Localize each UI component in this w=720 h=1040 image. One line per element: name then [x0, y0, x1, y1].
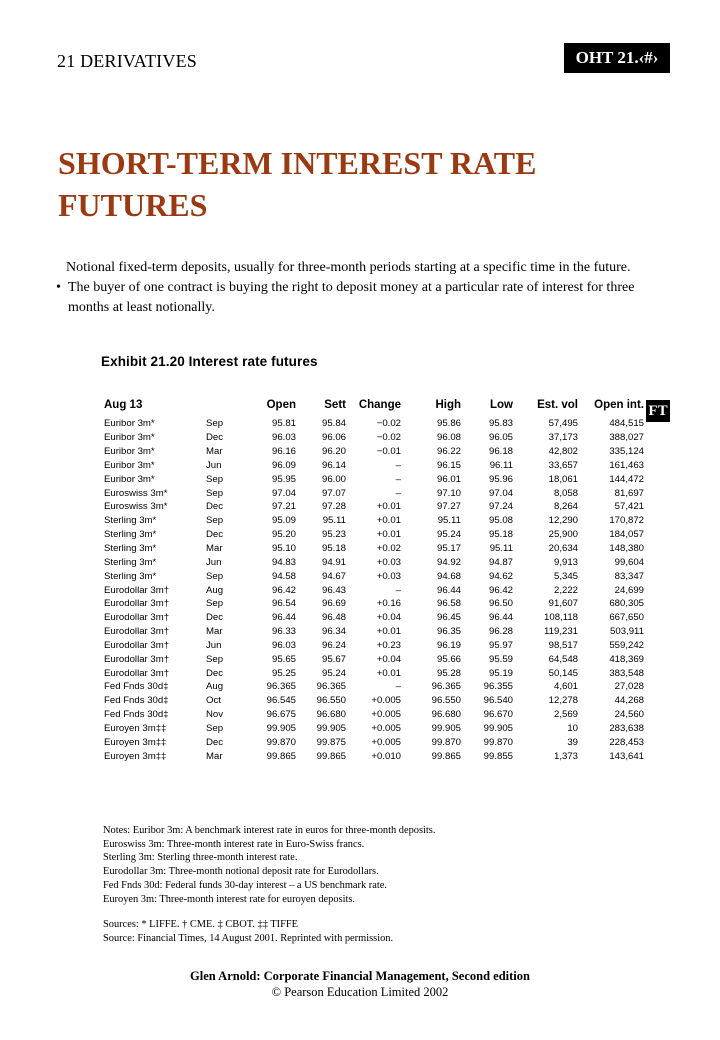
- cell-open-int: 170,872: [609, 515, 644, 527]
- col-header-open-int: Open int.: [594, 399, 644, 411]
- cell-low: 99.905: [483, 722, 513, 734]
- cell-open: 96.03: [271, 639, 296, 651]
- table-row: [98, 625, 644, 639]
- cell-change: –: [395, 487, 401, 499]
- col-header-month: [206, 398, 250, 417]
- table-row: [98, 528, 644, 542]
- table-row: [98, 583, 644, 597]
- chapter-heading: 21 DERIVATIVES: [57, 51, 197, 71]
- cell-low: 96.355: [483, 681, 513, 693]
- footer: [0, 968, 720, 1000]
- cell-month: Jun: [206, 459, 222, 471]
- cell-change: –: [395, 584, 401, 596]
- cell-change: +0.03: [376, 556, 401, 568]
- cell-open-int: 388,027: [609, 432, 644, 444]
- cell-open-int: 27,028: [614, 681, 644, 693]
- cell-low: 96.11: [489, 459, 513, 471]
- cell-low: 94.62: [488, 570, 513, 582]
- exhibit-notes: [103, 824, 663, 906]
- cell-open-int: 24,699: [614, 584, 644, 596]
- cell-open: 99.865: [266, 750, 296, 762]
- note-line: Euroswiss 3m: Three-month interest rate in Euro-Swiss francs.: [103, 838, 365, 850]
- cell-est-vol: 57,495: [548, 418, 578, 430]
- cell-change: –: [395, 681, 401, 693]
- cell-month: Jun: [206, 556, 222, 568]
- ft-logo-badge: FT: [646, 400, 670, 422]
- col-header-contract: Aug 13: [104, 399, 143, 411]
- cell-change: +0.04: [376, 653, 401, 665]
- cell-contract: Eurodollar 3m†: [104, 667, 170, 679]
- table-row: [98, 417, 644, 431]
- cell-high: 97.27: [436, 501, 461, 513]
- cell-contract: Fed Fnds 30d‡: [104, 695, 169, 707]
- cell-est-vol: 25,900: [548, 529, 578, 541]
- cell-open: 96.44: [271, 612, 296, 624]
- cell-open-int: 161,463: [609, 459, 644, 471]
- exhibit-title-block: [98, 354, 678, 369]
- cell-high: 95.86: [436, 418, 461, 430]
- cell-contract: Eurodollar 3m†: [104, 612, 170, 624]
- cell-change: +0.16: [376, 598, 401, 610]
- cell-month: Sep: [206, 515, 224, 527]
- cell-open-int: 57,421: [614, 501, 644, 513]
- table-row: [98, 486, 644, 500]
- cell-open: 96.54: [271, 598, 296, 610]
- cell-contract: Sterling 3m*: [104, 515, 157, 527]
- cell-sett: 99.905: [316, 722, 346, 734]
- cell-sett: 96.43: [321, 584, 346, 596]
- bullet-item: [56, 278, 666, 318]
- cell-low: 96.44: [488, 612, 513, 624]
- cell-est-vol: 50,145: [548, 667, 578, 679]
- cell-sett: 96.00: [321, 473, 346, 485]
- cell-month: Dec: [206, 529, 224, 541]
- cell-month: Dec: [206, 736, 224, 748]
- cell-low: 97.04: [488, 487, 513, 499]
- cell-sett: 95.23: [321, 529, 346, 541]
- cell-est-vol: 91,607: [548, 598, 578, 610]
- cell-month: Sep: [206, 598, 224, 610]
- cell-change: –: [395, 473, 401, 485]
- cell-high: 94.92: [436, 556, 461, 568]
- cell-open: 96.03: [271, 432, 296, 444]
- cell-change: +0.04: [376, 612, 401, 624]
- cell-open: 97.04: [271, 487, 296, 499]
- cell-month: Dec: [206, 432, 224, 444]
- cell-open-int: 143,641: [609, 750, 644, 762]
- cell-sett: 96.14: [321, 459, 346, 471]
- cell-low: 96.540: [483, 695, 513, 707]
- cell-open-int: 667,650: [609, 612, 644, 624]
- cell-change: +0.01: [376, 501, 401, 513]
- cell-high: 95.24: [436, 529, 461, 541]
- table-row: [98, 500, 644, 514]
- cell-est-vol: 39: [567, 736, 578, 748]
- page-title: SHORT-TERM INTEREST RATE FUTURES: [58, 145, 537, 223]
- cell-month: Sep: [206, 418, 224, 430]
- cell-low: 96.50: [488, 598, 513, 610]
- cell-open: 94.83: [271, 556, 296, 568]
- cell-est-vol: 108,118: [544, 612, 578, 624]
- cell-month: Mar: [206, 446, 223, 458]
- note-line: Notes: Euribor 3m: A benchmark interest rate in euros for three-month deposits.: [103, 825, 436, 836]
- cell-high: 96.550: [431, 695, 461, 707]
- cell-contract: Euribor 3m*: [104, 473, 155, 485]
- cell-est-vol: 8,264: [553, 501, 578, 513]
- cell-contract: Eurodollar 3m†: [104, 584, 170, 596]
- cell-high: 96.15: [436, 459, 461, 471]
- cell-sett: 96.69: [321, 598, 346, 610]
- table-row: [98, 555, 644, 569]
- col-header-change: Change: [358, 399, 401, 411]
- bullet-text: The buyer of one contract is buying the right to deposit money at a particular rate of interest for three months at least notionally.: [68, 280, 635, 315]
- cell-high: 99.870: [431, 736, 461, 748]
- cell-sett: 97.28: [321, 501, 346, 513]
- cell-est-vol: 4,601: [553, 681, 578, 693]
- cell-high: 96.365: [431, 681, 461, 693]
- cell-open: 95.81: [271, 418, 296, 430]
- note-line: Euroyen 3m: Three-month interest rate for euroyen deposits.: [103, 893, 355, 905]
- cell-open: 96.675: [266, 709, 296, 721]
- cell-sett: 96.34: [321, 626, 346, 638]
- cell-high: 96.58: [436, 598, 461, 610]
- cell-est-vol: 9,913: [553, 556, 578, 568]
- table-row: [98, 431, 644, 445]
- table-row: [98, 708, 644, 722]
- cell-sett: 96.20: [321, 446, 346, 458]
- cell-month: Dec: [206, 667, 224, 679]
- cell-high: 95.28: [436, 667, 461, 679]
- footer-copyright: © Pearson Education Limited 2002: [271, 985, 449, 999]
- col-header-low: Low: [490, 399, 513, 411]
- cell-change: +0.01: [376, 529, 401, 541]
- cell-contract: Fed Fnds 30d‡: [104, 681, 169, 693]
- cell-month: Mar: [206, 543, 223, 555]
- cell-high: 96.44: [436, 584, 461, 596]
- cell-open: 99.905: [266, 722, 296, 734]
- cell-month: Dec: [206, 501, 224, 513]
- futures-table: [98, 398, 644, 763]
- cell-change: +0.010: [371, 750, 401, 762]
- cell-contract: Euribor 3m*: [104, 432, 155, 444]
- cell-low: 94.87: [488, 556, 513, 568]
- cell-high: 95.17: [436, 543, 461, 555]
- cell-sett: 95.67: [321, 653, 346, 665]
- cell-est-vol: 33,657: [548, 459, 578, 471]
- cell-contract: Euribor 3m*: [104, 446, 155, 458]
- cell-open-int: 383,548: [609, 667, 644, 679]
- cell-low: 95.11: [489, 543, 513, 555]
- cell-change: +0.005: [371, 736, 401, 748]
- cell-contract: Euribor 3m*: [104, 418, 155, 430]
- col-header-high: High: [435, 399, 461, 411]
- table-row: [98, 639, 644, 653]
- table-row: [98, 597, 644, 611]
- cell-low: 96.28: [488, 626, 513, 638]
- cell-high: 96.01: [436, 473, 461, 485]
- cell-contract: Sterling 3m*: [104, 556, 157, 568]
- cell-change: +0.005: [371, 709, 401, 721]
- cell-high: 95.11: [437, 515, 461, 527]
- cell-est-vol: 2,569: [553, 709, 578, 721]
- bullet-mark: •: [56, 280, 61, 295]
- cell-month: Oct: [206, 695, 221, 707]
- cell-change: +0.005: [371, 722, 401, 734]
- cell-sett: 95.11: [322, 515, 346, 527]
- cell-open: 94.58: [271, 570, 296, 582]
- cell-low: 99.870: [483, 736, 513, 748]
- cell-sett: 95.18: [321, 543, 346, 555]
- cell-contract: Euroyen 3m‡‡: [104, 736, 167, 748]
- table-row: [98, 652, 644, 666]
- cell-contract: Eurodollar 3m†: [104, 653, 170, 665]
- cell-high: 96.35: [436, 626, 461, 638]
- cell-open: 95.09: [271, 515, 296, 527]
- cell-month: Sep: [206, 473, 224, 485]
- table-row: [98, 680, 644, 694]
- cell-change: +0.03: [376, 570, 401, 582]
- cell-sett: 96.550: [316, 695, 346, 707]
- cell-est-vol: 2,222: [553, 584, 578, 596]
- cell-contract: Euroswiss 3m*: [104, 487, 168, 499]
- cell-change: +0.01: [376, 626, 401, 638]
- cell-month: Aug: [206, 584, 224, 596]
- cell-open-int: 83,347: [614, 570, 644, 582]
- cell-month: Sep: [206, 653, 224, 665]
- cell-month: Mar: [206, 626, 223, 638]
- cell-open: 96.42: [271, 584, 296, 596]
- cell-contract: Sterling 3m*: [104, 529, 157, 541]
- cell-low: 99.855: [483, 750, 513, 762]
- cell-month: Sep: [206, 487, 224, 499]
- cell-contract: Fed Fnds 30d‡: [104, 709, 169, 721]
- cell-est-vol: 42,802: [548, 446, 578, 458]
- cell-open-int: 144,472: [609, 473, 644, 485]
- cell-contract: Eurodollar 3m†: [104, 626, 170, 638]
- cell-month: Sep: [206, 570, 224, 582]
- cell-sett: 95.24: [321, 667, 346, 679]
- cell-open-int: 24,560: [614, 709, 644, 721]
- cell-contract: Euroswiss 3m*: [104, 501, 168, 513]
- cell-change: +0.01: [376, 667, 401, 679]
- cell-change: +0.01: [376, 515, 401, 527]
- cell-sett: 94.67: [321, 570, 346, 582]
- source-line: Source: Financial Times, 14 August 2001. Reprinted with permission.: [103, 932, 394, 944]
- cell-contract: Euroyen 3m‡‡: [104, 722, 167, 734]
- cell-open-int: 228,453: [609, 736, 644, 748]
- cell-open: 96.545: [266, 695, 296, 707]
- cell-open: 97.21: [271, 501, 296, 513]
- cell-open-int: 559,242: [609, 639, 644, 651]
- cell-sett: 96.06: [321, 432, 346, 444]
- cell-month: Aug: [206, 681, 224, 693]
- cell-open: 96.365: [266, 681, 296, 693]
- bullet-list: [56, 258, 666, 318]
- cell-change: +0.005: [371, 695, 401, 707]
- table-row: [98, 542, 644, 556]
- cell-open-int: 81,697: [614, 487, 644, 499]
- table-row: [98, 514, 644, 528]
- cell-est-vol: 64,548: [548, 653, 578, 665]
- cell-low: 95.08: [488, 515, 513, 527]
- table-row: [98, 749, 644, 763]
- cell-month: Nov: [206, 709, 224, 721]
- cell-sett: 99.875: [316, 736, 346, 748]
- cell-low: 95.59: [488, 653, 513, 665]
- cell-month: Jun: [206, 639, 222, 651]
- bullet-item: [56, 258, 666, 278]
- table-row: [98, 569, 644, 583]
- table-row: [98, 735, 644, 749]
- cell-open-int: 184,057: [609, 529, 644, 541]
- cell-low: 95.83: [488, 418, 513, 430]
- cell-low: 95.18: [488, 529, 513, 541]
- table-row: [98, 666, 644, 680]
- cell-est-vol: 12,278: [548, 695, 578, 707]
- cell-open-int: 99,604: [614, 556, 644, 568]
- cell-open: 96.09: [271, 459, 296, 471]
- cell-low: 97.24: [488, 501, 513, 513]
- cell-sett: 96.48: [321, 612, 346, 624]
- cell-high: 96.08: [436, 432, 461, 444]
- cell-est-vol: 5,345: [553, 570, 578, 582]
- cell-sett: 95.84: [321, 418, 346, 430]
- col-header-est-vol: Est. vol: [537, 399, 578, 411]
- cell-open-int: 680,305: [609, 598, 644, 610]
- cell-low: 96.670: [483, 709, 513, 721]
- table-row: [98, 459, 644, 473]
- cell-high: 96.22: [436, 446, 461, 458]
- cell-open: 96.16: [271, 446, 296, 458]
- cell-sett: 94.91: [321, 556, 346, 568]
- cell-open: 95.25: [271, 667, 296, 679]
- footer-book-title: Glen Arnold: Corporate Financial Management, Second edition: [190, 969, 530, 983]
- cell-low: 95.19: [488, 667, 513, 679]
- cell-open-int: 484,515: [609, 418, 644, 430]
- cell-open-int: 44,268: [614, 695, 644, 707]
- cell-high: 95.66: [436, 653, 461, 665]
- note-line: Sterling 3m: Sterling three-month interest rate.: [103, 852, 298, 864]
- cell-open: 99.870: [266, 736, 296, 748]
- table-row: [98, 694, 644, 708]
- cell-sett: 96.24: [321, 639, 346, 651]
- cell-change: –: [395, 459, 401, 471]
- cell-est-vol: 37,173: [548, 432, 578, 444]
- cell-sett: 96.365: [316, 681, 346, 693]
- col-header-sett: Sett: [324, 399, 346, 411]
- cell-open: 95.20: [271, 529, 296, 541]
- cell-open: 95.65: [271, 653, 296, 665]
- cell-high: 96.19: [436, 639, 461, 651]
- cell-contract: Euribor 3m*: [104, 459, 155, 471]
- cell-change: −0.01: [376, 446, 401, 458]
- bullet-text: Notional fixed-term deposits, usually for three-month periods starting at a specific time in the future.: [66, 260, 631, 275]
- cell-est-vol: 119,231: [544, 626, 578, 638]
- table-body: [98, 417, 644, 763]
- cell-open-int: 283,638: [609, 722, 644, 734]
- cell-open-int: 503,911: [610, 626, 644, 638]
- cell-change: +0.02: [376, 543, 401, 555]
- cell-low: 96.42: [488, 584, 513, 596]
- cell-est-vol: 18,061: [548, 473, 578, 485]
- cell-month: Dec: [206, 612, 224, 624]
- cell-month: Sep: [206, 722, 224, 734]
- cell-month: Mar: [206, 750, 223, 762]
- cell-low: 95.97: [488, 639, 513, 651]
- cell-high: 96.680: [431, 709, 461, 721]
- cell-change: −0.02: [376, 432, 401, 444]
- cell-change: −0.02: [376, 418, 401, 430]
- exhibit-title: Exhibit 21.20 Interest rate futures: [101, 354, 318, 369]
- table-row: [98, 445, 644, 459]
- cell-high: 96.45: [436, 612, 461, 624]
- cell-open-int: 148,380: [609, 543, 644, 555]
- slide-number-badge: OHT 21.‹#›: [564, 43, 670, 73]
- cell-contract: Eurodollar 3m†: [104, 598, 170, 610]
- cell-est-vol: 20,634: [548, 543, 578, 555]
- cell-est-vol: 98,517: [548, 639, 578, 651]
- note-line: Fed Fnds 30d: Federal funds 30-day interest – a US benchmark rate.: [103, 879, 387, 891]
- table-row: [98, 611, 644, 625]
- cell-high: 99.865: [431, 750, 461, 762]
- cell-low: 95.96: [488, 473, 513, 485]
- cell-change: +0.23: [376, 639, 401, 651]
- table-row: [98, 722, 644, 736]
- cell-high: 99.905: [431, 722, 461, 734]
- cell-open-int: 335,124: [609, 446, 644, 458]
- cell-est-vol: 12,290: [548, 515, 578, 527]
- cell-contract: Sterling 3m*: [104, 570, 157, 582]
- cell-contract: Euroyen 3m‡‡: [104, 750, 167, 762]
- col-header-open: Open: [266, 399, 296, 411]
- cell-contract: Eurodollar 3m†: [104, 639, 170, 651]
- cell-sett: 96.680: [316, 709, 346, 721]
- cell-high: 97.10: [436, 487, 461, 499]
- cell-est-vol: 1,373: [553, 750, 578, 762]
- table-row: [98, 472, 644, 486]
- cell-open-int: 418,369: [609, 653, 644, 665]
- cell-low: 96.18: [488, 446, 513, 458]
- note-line: Eurodollar 3m: Three-month notional deposit rate for Eurodollars.: [103, 866, 379, 878]
- cell-est-vol: 10: [567, 722, 578, 734]
- cell-open: 95.95: [271, 473, 296, 485]
- source-line: Sources: * LIFFE. † CME. ‡ CBOT. ‡‡ TIFFE: [103, 919, 299, 930]
- cell-sett: 99.865: [316, 750, 346, 762]
- cell-open: 96.33: [271, 626, 296, 638]
- cell-high: 94.68: [436, 570, 461, 582]
- exhibit-sources: [103, 918, 663, 945]
- cell-sett: 97.07: [321, 487, 346, 499]
- cell-low: 96.05: [488, 432, 513, 444]
- cell-contract: Sterling 3m*: [104, 543, 157, 555]
- cell-open: 95.10: [271, 543, 296, 555]
- cell-est-vol: 8,058: [553, 487, 578, 499]
- table-header-row: [98, 398, 644, 417]
